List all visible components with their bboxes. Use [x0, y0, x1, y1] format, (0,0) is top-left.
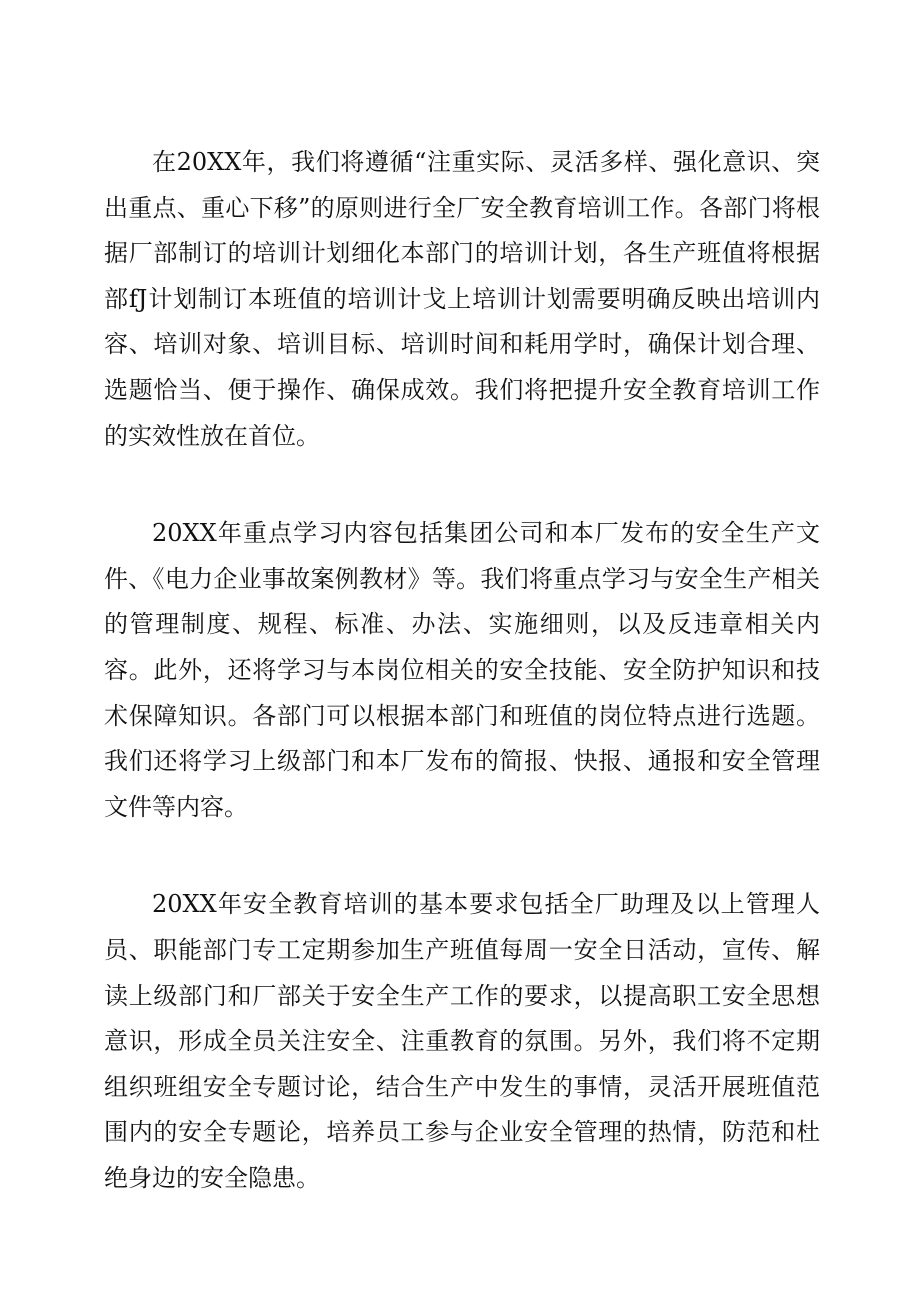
- paragraph-1: 在20XX年，我们将遵循“注重实际、灵活多样、强化意识、突出重点、重心下移”的原则进行全厂安全教育培训工作。各部门将根据厂部制订的培训计划细化本部门的培训计划，各生产班值将根据部fJ计划制订本班值的培训计戈上培训计划需要明确反映出培训内容、培训对象、培训目标、培训时间和耗用学时，确保计划合理、选题恰当、便于操作、确保成效。我们将把提升安全教育培训工作的实效性放在首位。: [104, 148, 820, 450]
- paragraph-2: 20XX年重点学习内容包括集团公司和本厂发布的安全生产文件、《电力企业事故案例教材》等。我们将重点学习与安全生产相关的管理制度、规程、标准、办法、实施细则，以及反违章相关内容。此外，还将学习与本岗位相关的安全技能、安全防护知识和技术保障知识。各部门可以根据本部门和班值的岗位特点进行选题。我们还将学习上级部门和本厂发布的简报、快报、通报和安全管理文件等内容。: [104, 519, 820, 821]
- paragraph-3: 20XX年安全教育培训的基本要求包括全厂助理及以上管理人员、职能部门专工定期参加生产班值每周一安全日活动，宣传、解读上级部门和厂部关于安全生产工作的要求，以提高职工安全思想意识，形成全员关注安全、注重教育的氛围。另外，我们将不定期组织班组安全专题讨论，结合生产中发生的事情，灵活开展班值范围内的安全专题论，培养员工参与企业安全管理的热情，防范和杜绝身边的安全隐患。: [104, 890, 820, 1192]
